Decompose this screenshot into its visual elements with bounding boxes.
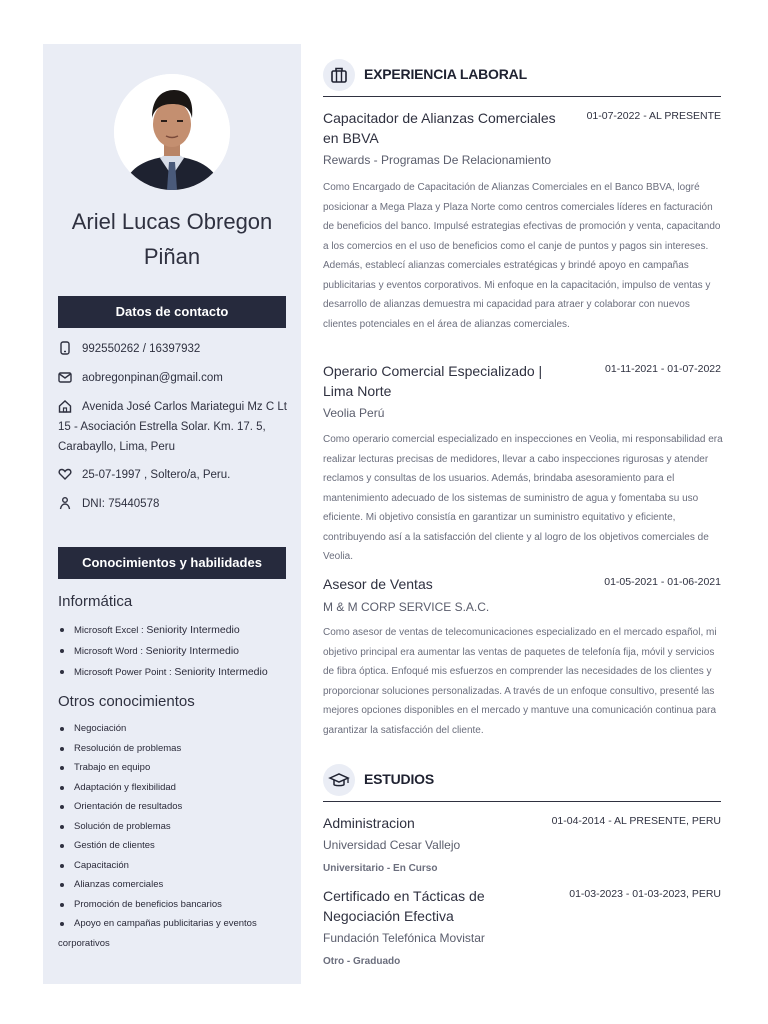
job-title: Operario Comercial Especializado | Lima Norte [323, 363, 543, 399]
briefcase-icon [323, 59, 355, 91]
education-dates: 01-04-2014 - AL PRESENTE, PERU [551, 815, 721, 827]
education-title: ESTUDIOS [364, 771, 434, 787]
job-description: Como Encargado de Capacitación de Alianzas Comerciales en el Banco BBVA, logré posicionar a Mega Plaza y Plaza Norte como centros comerciales líderes en facturación de beneficios del banco. Impulsé estrategias efectivas de promoción y venta, capacitando a los comercios en el uso de beneficios como el canje de puntos y pagos sin intereses. Además, establecí alianzas comerciales estratégicas y brindé apoyo en campañas publicitarias y eventos corporativos. Mi enfoque en la capacitación, impulso de ventas y desarrollo de alianzas demuestra mi capacidad para atraer y colaborar con nuevos clientes potenciales en el área de alianzas comerciales. [323, 182, 721, 330]
education-header [323, 769, 721, 802]
job-employer: Veolia Perú [323, 406, 385, 420]
dni-text: DNI: 75440578 [82, 498, 160, 510]
contact-dni [58, 494, 288, 514]
job-description: Como asesor de ventas de telecomunicaciones especializado en el mercado español, mi objetivo principal era aumentar las ventas de paquetes de telefonía fija, móvil y servicios de fibra óptica. Enfoqué mis esfuerzos en comprender las necesidades de los clientes y proporcionar soluciones personalizadas. A través de un enfoque consultivo, presenté las mejores opciones disponibles en el mercado y mantuve una comunicación continua para garantizar la satisfacción del cliente. [323, 627, 717, 736]
address-text: Avenida José Carlos Mariategui Mz C Lt 15 - Asociación Estrella Solar. Km. 17. 5, Carabayllo, Lima, Peru [58, 401, 287, 453]
experience-header [323, 64, 721, 97]
education-status: Universitario - En Curso [323, 863, 438, 874]
job-description: Como operario comercial especializado en inspecciones en Veolia, mi responsabilidad era realizar lecturas precisas de medidores, llevar a cabo inspecciones rigurosas y atender reclamos y consultas de los usuarios. Además, brindaba asesoramiento para el mantenimiento adecuado de los sistemas de suministro de agua y fomentaba su uso eficiente. Mi objetivo consistía en garantizar un suministro equitativo y eficiente, contribuyendo así a la satisfacción del cliente y al logro de los objetivos comerciales de Veolia. [323, 434, 723, 562]
phone-text: 992550262 / 16397932 [82, 343, 201, 355]
job-dates: 01-11-2021 - 01-07-2022 [605, 363, 721, 375]
job-title: Asesor de Ventas [323, 576, 433, 592]
education-title: Administracion [323, 815, 415, 831]
list-item: Capacitación [58, 856, 293, 876]
otros-title: Otros conocimientos [58, 693, 195, 710]
job-dates: 01-05-2021 - 01-06-2021 [604, 576, 721, 588]
job-employer: M & M CORP SERVICE S.A.C. [323, 600, 490, 614]
list-item: Adaptación y flexibilidad [58, 778, 293, 798]
contact-address [58, 397, 288, 457]
contact-birth [58, 465, 288, 485]
list-item: Promoción de beneficios bancarios [58, 895, 293, 915]
list-item: Negociación [58, 719, 293, 739]
list-item: Trabajo en equipo [58, 758, 293, 778]
candidate-name: Ariel Lucas Obregon Piñan [71, 209, 273, 269]
list-item: Apoyo en campañas publicitarias y eventos corporativos [58, 914, 293, 953]
list-item: Microsoft Word : Seniority Intermedio [58, 641, 293, 662]
profile-photo [114, 74, 230, 190]
contact-email [58, 368, 288, 388]
contact-section-title: Datos de contacto [58, 296, 286, 328]
education-title: Certificado en Tácticas de Negociación Efectiva [323, 888, 485, 924]
list-item: Resolución de problemas [58, 739, 293, 759]
mail-icon [58, 370, 72, 384]
experience-title: EXPERIENCIA LABORAL [364, 66, 527, 82]
job-dates: 01-07-2022 - AL PRESENTE [586, 110, 721, 122]
education-school: Universidad Cesar Vallejo [323, 838, 461, 852]
informatica-title: Informática [58, 593, 133, 610]
list-item: Microsoft Excel : Seniority Intermedio [58, 620, 293, 641]
birth-text: 25-07-1997 , Soltero/a, Peru. [82, 469, 231, 481]
phone-icon [58, 341, 72, 355]
sidebar [43, 44, 301, 984]
list-item: Orientación de resultados [58, 797, 293, 817]
education-dates: 01-03-2023 - 01-03-2023, PERU [569, 888, 721, 900]
user-icon [58, 496, 72, 510]
graduation-cap-icon [323, 764, 355, 796]
education-status: Otro - Graduado [323, 956, 401, 967]
education-school: Fundación Telefónica Movistar [323, 931, 485, 945]
list-item: Gestión de clientes [58, 836, 293, 856]
list-item: Alianzas comerciales [58, 875, 293, 895]
job-title: Capacitador de Alianzas Comerciales en BBVA [323, 110, 556, 146]
skills-section-title: Conocimientos y habilidades [58, 547, 286, 579]
contact-phone [58, 339, 288, 359]
email-text[interactable]: aobregonpinan@gmail.com [82, 372, 223, 384]
list-item: Solución de problemas [58, 817, 293, 837]
informatica-list [58, 620, 293, 683]
list-item: Microsoft Power Point : Seniority Intermedio [58, 662, 293, 683]
home-icon [58, 399, 72, 413]
heart-icon [58, 467, 72, 481]
otros-list [58, 719, 293, 953]
job-employer: Rewards - Programas De Relacionamiento [323, 153, 552, 167]
